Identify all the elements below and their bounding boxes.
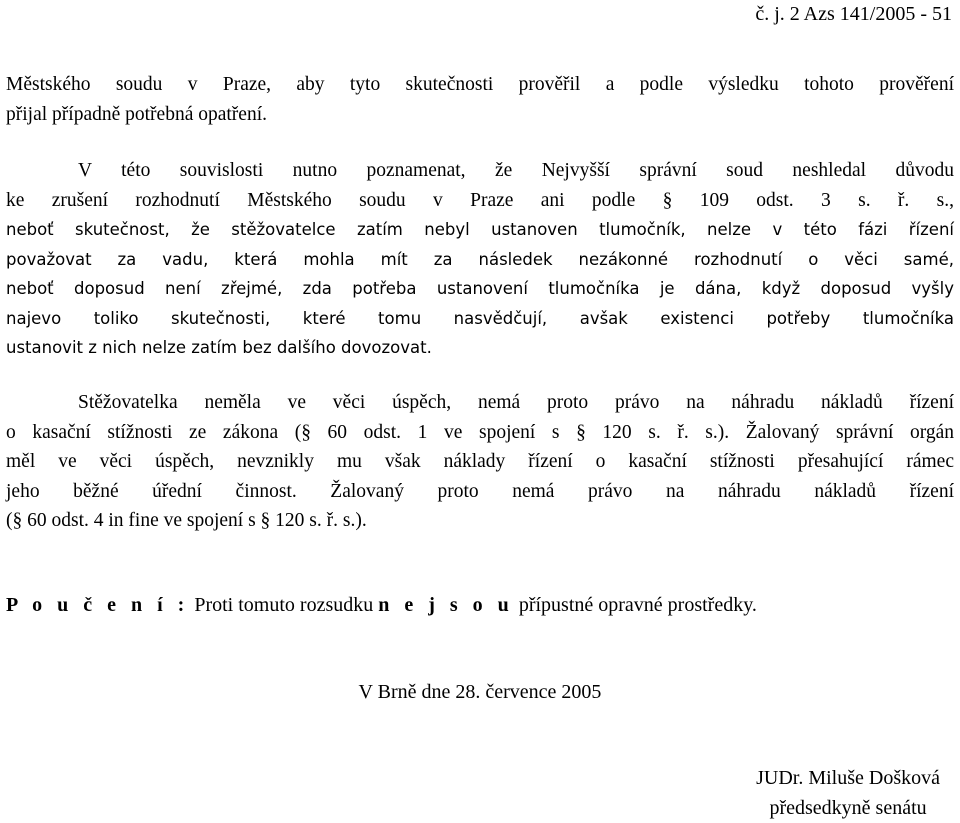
paragraph-2-line: ke zrušení rozhodnutí Městského soudu v Praze ani podle § 109 odst. 3 s. ř. s., [6, 189, 954, 211]
paragraph-2-line: neboť skutečnost, že stěžovatelce zatím nebyl ustanoven tlumočník, nelze v této fázi řízení [6, 220, 954, 239]
paragraph-1-line: Městského soudu v Praze, aby tyto skutečnosti prověřil a podle výsledku tohoto prověření [6, 74, 954, 95]
instruction-text: Proti tomuto rozsudku [189, 594, 379, 616]
date-place: V Brně dne 28. července 2005 [358, 681, 602, 703]
paragraph-2-line: V této souvislosti nutno poznamenat, že Nejvyšší správní soud neshledal důvodu [78, 160, 954, 181]
paragraph-2-line: považovat za vadu, která mohla mít za následek nezákonné rozhodnutí o věci samé, [6, 249, 954, 269]
paragraph-3-line: (§ 60 odst. 4 in fine ve spojení s § 120 s. ř. s.). [6, 510, 367, 531]
instruction-emphasis: n e j s o u [378, 594, 514, 616]
paragraph-2 [6, 156, 954, 363]
paragraph-2-line: ustanovit z nich nelze zatím bez dalšího dovozovat. [6, 338, 432, 357]
case-number: č. j. 2 Azs 141/2005 - 51 [755, 3, 952, 25]
signatory-title: předsedkyně senátu [769, 797, 927, 819]
signature-block [756, 763, 940, 823]
signatory-name: JUDr. Miluše Došková [756, 767, 940, 789]
instruction-text-end: přípustné opravné prostředky. [513, 594, 757, 616]
paragraph-2-line: neboť doposud není zřejmé, zda potřeba ustanovení tlumočníka je dána, když doposud vyšly [6, 279, 954, 298]
paragraph-3-line: měl ve věci úspěch, nevznikly mu však náklady řízení o kasační stížnosti přesahující rámec [6, 451, 954, 472]
paragraph-3 [6, 388, 954, 536]
paragraph-3-line: o kasační stížnosti ze zákona (§ 60 odst. 1 ve spojení s § 120 s. ř. s.). Žalovaný správní orgán [6, 421, 954, 443]
paragraph-3-line: jeho běžné úřední činnost. Žalovaný proto nemá právo na náhradu nákladů řízení [6, 480, 954, 502]
instruction-label: P o u č e n í : [6, 594, 190, 616]
instruction-on-remedies [6, 591, 757, 619]
paragraph-3-line: Stěžovatelka neměla ve věci úspěch, nemá proto právo na náhradu nákladů řízení [78, 392, 954, 413]
paragraph-1-line: přijal případně potřebná opatření. [6, 103, 267, 125]
paragraph-2-line: najevo toliko skutečnosti, které tomu nasvědčují, avšak existenci potřeby tlumočníka [6, 308, 954, 328]
paragraph-1 [6, 70, 954, 129]
